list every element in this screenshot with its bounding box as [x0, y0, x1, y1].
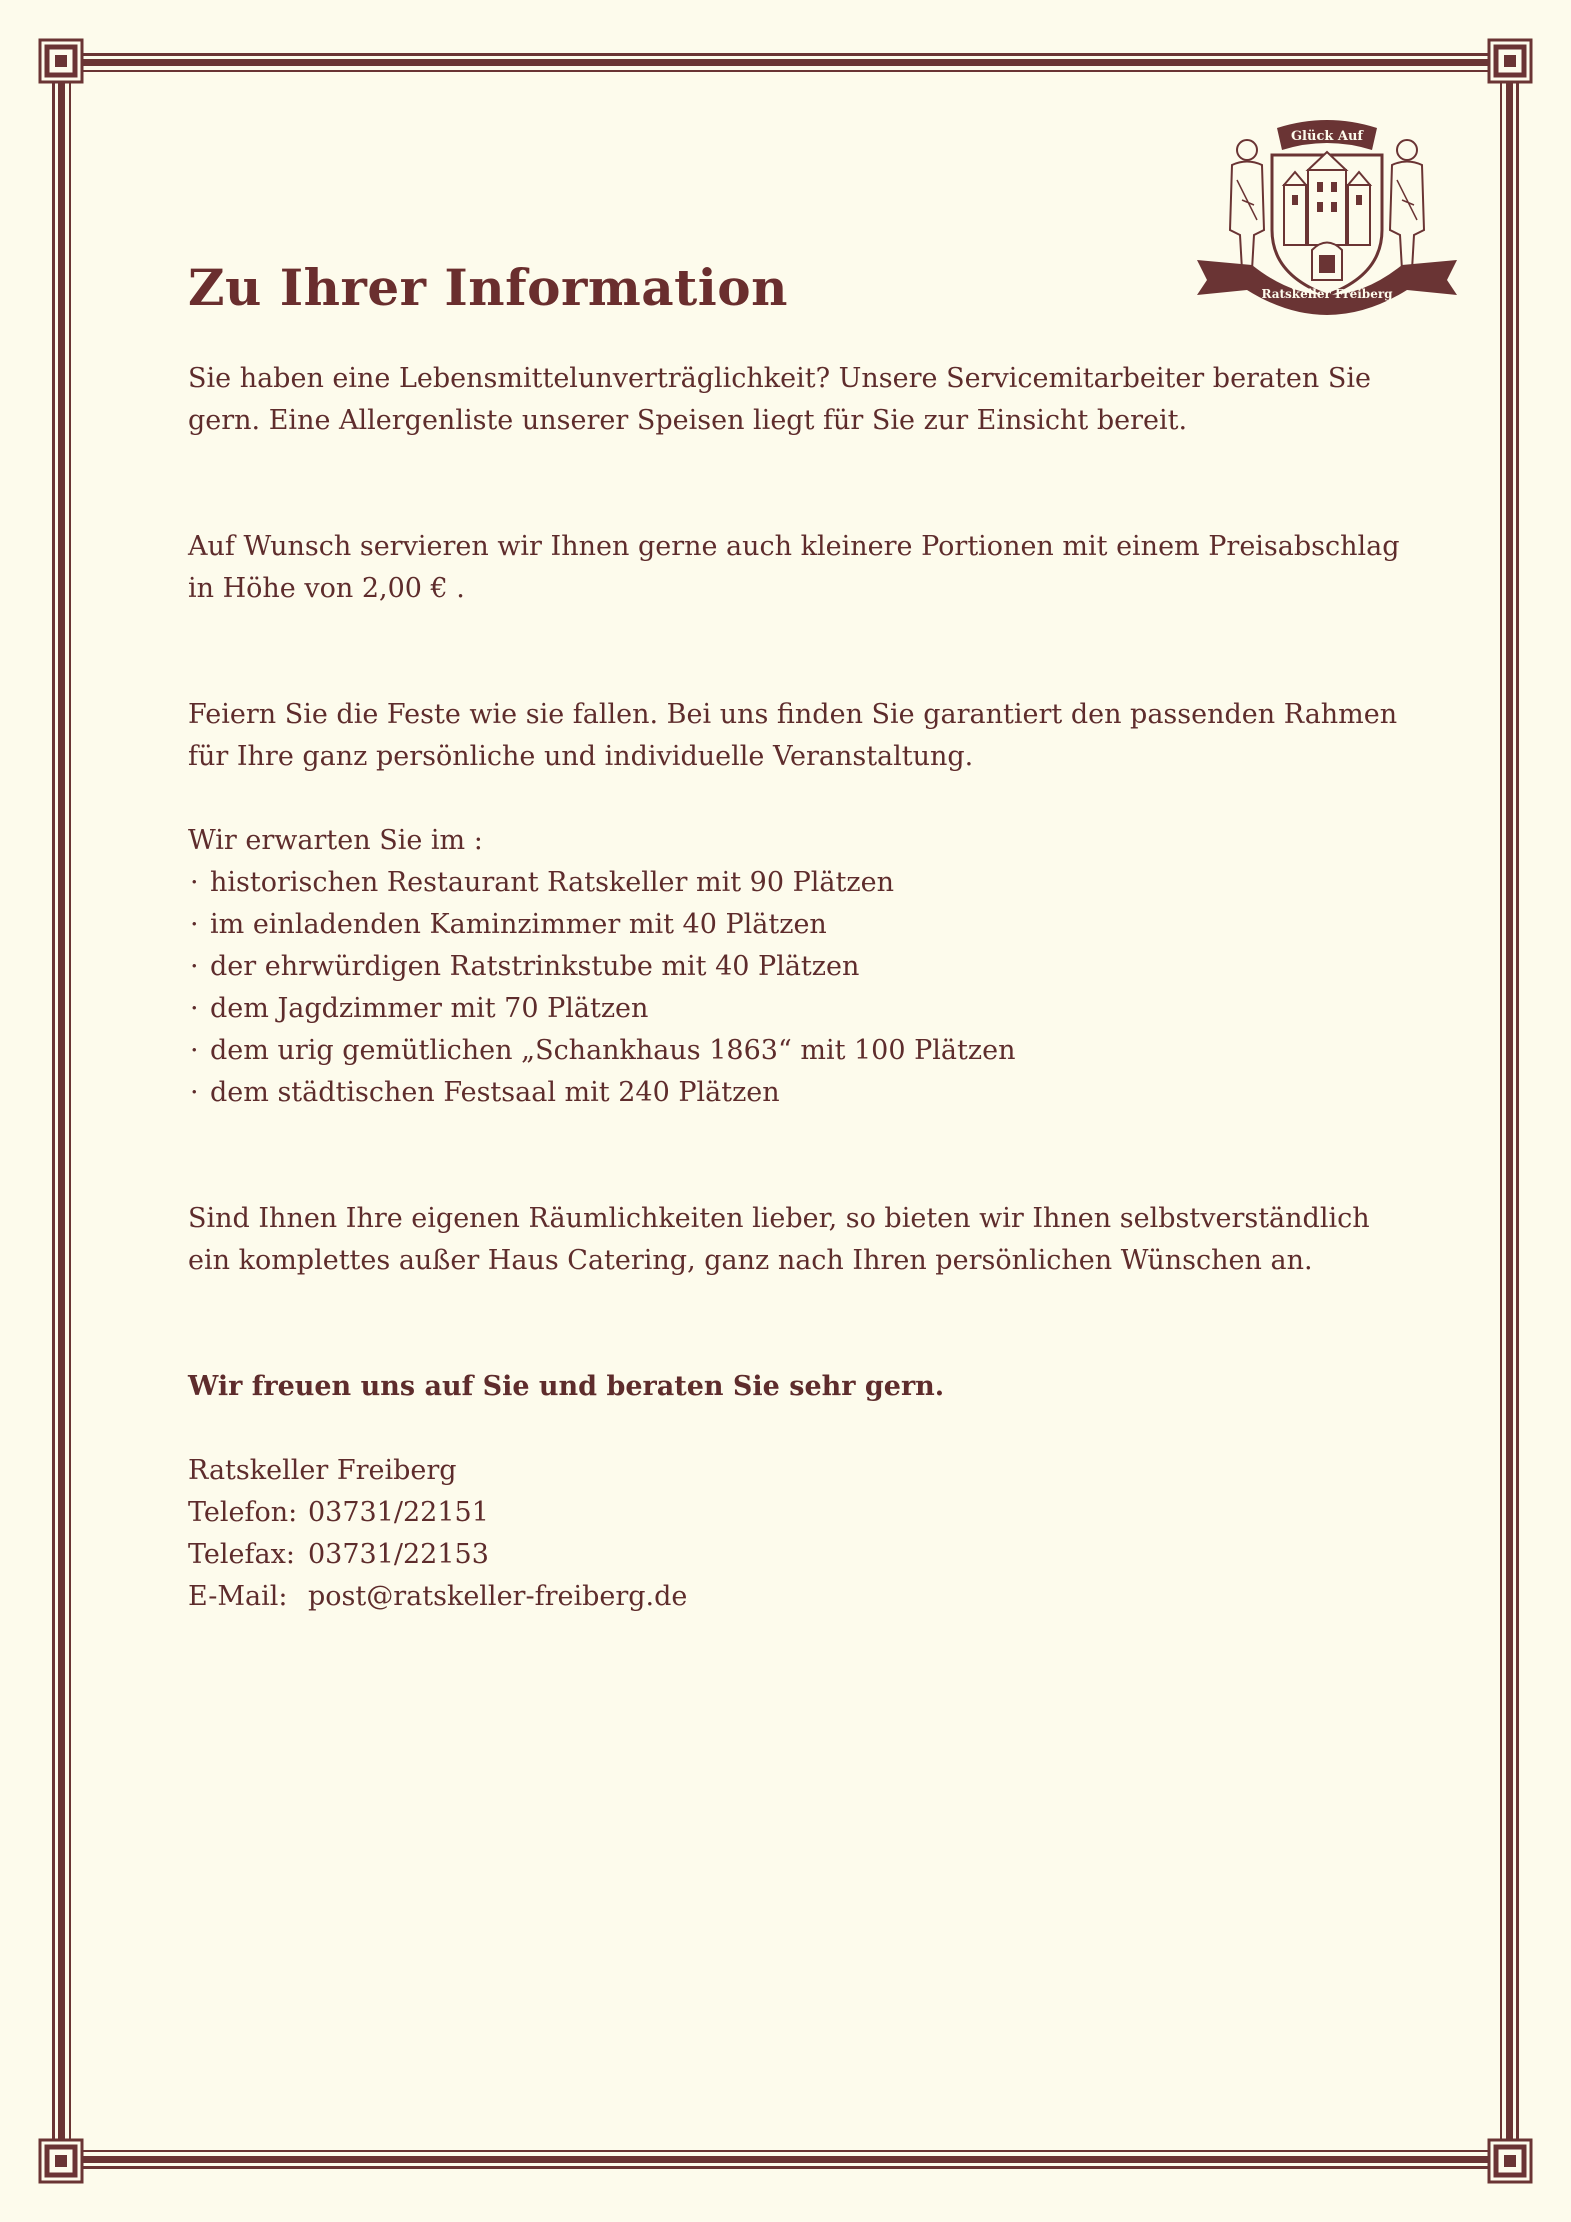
text-line: für Ihre ganz persönliche und individuelle Veranstaltung.: [188, 741, 974, 772]
list-item: · im einladenden Kaminzimmer mit 40 Plätzen: [188, 904, 1408, 946]
events-paragraph: [188, 694, 1408, 778]
phone-label: Telefon:: [188, 1497, 298, 1528]
contact-email-row: [188, 1576, 1408, 1618]
text-line: Feiern Sie die Feste wie sie fallen. Bei uns finden Sie garantiert den passenden Rahmen: [188, 699, 1398, 730]
email-label: E-Mail:: [188, 1581, 288, 1612]
svg-text:Glück Auf: Glück Auf: [1290, 129, 1364, 144]
frame-corner-ornament: [1487, 38, 1533, 84]
frame-corner-ornament: [38, 38, 84, 84]
frame-corner-ornament: [38, 2138, 84, 2184]
list-item: · der ehrwürdigen Ratstrinkstube mit 40 Plätzen: [188, 946, 1408, 988]
fax-label: Telefax:: [188, 1539, 295, 1570]
text-line: in Höhe von 2,00 € .: [188, 573, 465, 604]
bullet-icon: ·: [190, 1035, 199, 1066]
phone-number[interactable]: 03731/22151: [308, 1497, 489, 1528]
bullet-icon: ·: [190, 951, 199, 982]
list-item: · dem Jagdzimmer mit 70 Plätzen: [188, 988, 1408, 1030]
text-line: Auf Wunsch servieren wir Ihnen gerne auch kleinere Portionen mit einem Preisabschlag: [188, 531, 1400, 562]
bullet-icon: ·: [190, 1077, 199, 1108]
bullet-icon: ·: [190, 909, 199, 940]
contact-fax-row: [188, 1534, 1408, 1576]
email-link[interactable]: post@ratskeller-freiberg.de: [308, 1581, 688, 1612]
text-line: ein komplettes außer Haus Catering, ganz nach Ihren persönlichen Wünschen an.: [188, 1245, 1313, 1276]
list-item: · dem urig gemütlichen „Schankhaus 1863“ mit 100 Plätzen: [188, 1030, 1408, 1072]
text-line: gern. Eine Allergenliste unserer Speisen liegt für Sie zur Einsicht bereit.: [188, 405, 1188, 436]
svg-text:Ratskeller Freiberg: Ratskeller Freiberg: [1261, 287, 1393, 301]
allergy-paragraph: [188, 358, 1408, 442]
list-item: · historischen Restaurant Ratskeller mit 90 Plätzen: [188, 862, 1408, 904]
text-line: Sind Ihnen Ihre eigenen Räumlichkeiten lieber, so bieten wir Ihnen selbstverständlich: [188, 1203, 1370, 1234]
venues-intro: Wir erwarten Sie im :: [188, 825, 483, 856]
text-line: Sie haben eine Lebensmittelunverträglichkeit? Unsere Servicemitarbeiter beraten Sie: [188, 363, 1371, 394]
contact-phone-row: [188, 1492, 1408, 1534]
bullet-icon: ·: [190, 867, 199, 898]
contact-block: [188, 1450, 1408, 1618]
bullet-icon: ·: [190, 993, 199, 1024]
venue-list: [188, 862, 1408, 1114]
contact-name: Ratskeller Freiberg: [188, 1455, 457, 1486]
fax-number: 03731/22153: [308, 1539, 489, 1570]
info-content: [188, 248, 1408, 1618]
closing-statement: Wir freuen uns auf Sie und beraten Sie sehr gern.: [188, 1371, 945, 1402]
catering-paragraph: [188, 1198, 1408, 1282]
frame-corner-ornament: [1487, 2138, 1533, 2184]
page-title: Zu Ihrer Information: [188, 258, 788, 317]
portion-paragraph: [188, 526, 1408, 610]
list-item: · dem städtischen Festsaal mit 240 Plätzen: [188, 1072, 1408, 1114]
